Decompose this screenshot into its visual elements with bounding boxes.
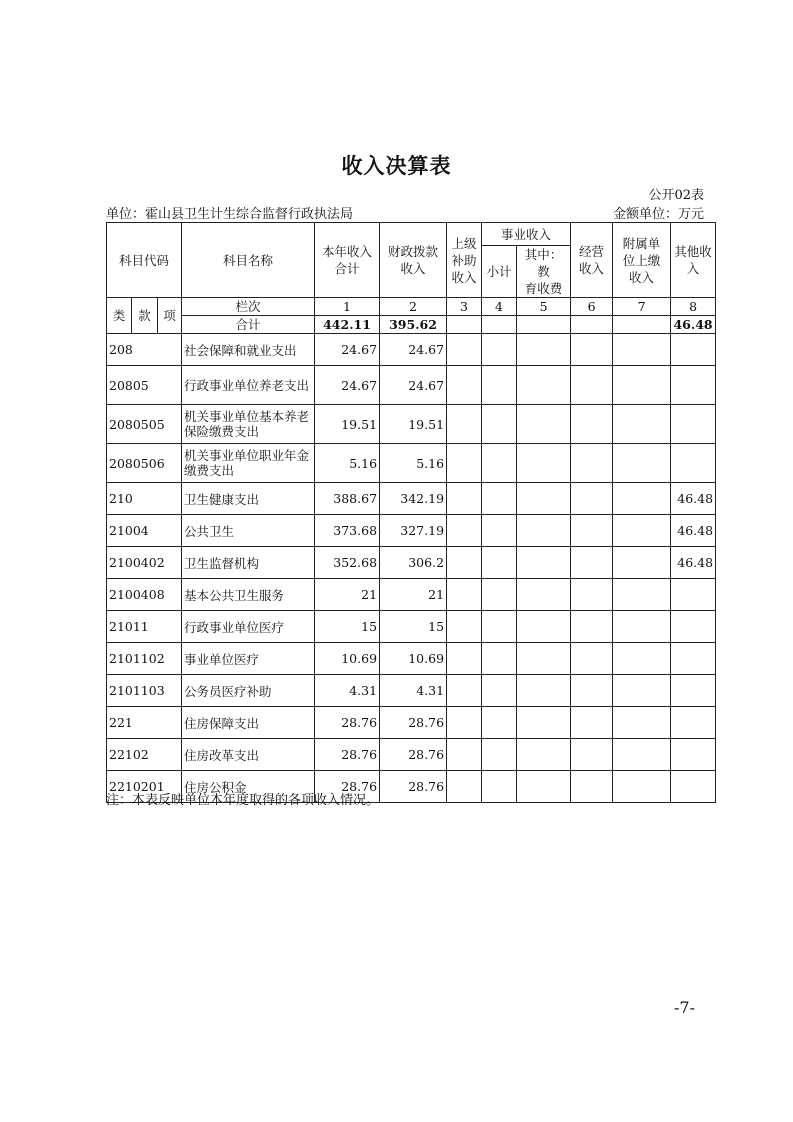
total-income: 388.67 xyxy=(315,483,380,515)
col-number: 4 xyxy=(482,298,517,316)
other-income: 46.48 xyxy=(671,515,716,547)
fiscal-income: 342.19 xyxy=(380,483,447,515)
subject-name: 基本公共卫生服务 xyxy=(182,579,315,611)
subject-name: 卫生监督机构 xyxy=(182,547,315,579)
header-total: 本年收入 合计 xyxy=(315,223,380,298)
table-row xyxy=(107,444,716,483)
subject-name: 社会保障和就业支出 xyxy=(182,334,315,366)
other-income xyxy=(671,707,716,739)
subject-name: 行政事业单位医疗 xyxy=(182,611,315,643)
other-income xyxy=(671,579,716,611)
form-number: 公开02表 xyxy=(648,188,704,203)
other-income xyxy=(671,366,716,405)
header-heji: 合计 xyxy=(182,316,315,334)
col-number: 6 xyxy=(571,298,613,316)
col-number: 2 xyxy=(380,298,447,316)
fiscal-income: 15 xyxy=(380,611,447,643)
subject-code: 2100408 xyxy=(107,579,182,611)
table-row xyxy=(107,405,716,444)
total-income: 21 xyxy=(315,579,380,611)
subject-name: 卫生健康支出 xyxy=(182,483,315,515)
header-subtotal: 小计 xyxy=(482,246,517,298)
table-row xyxy=(107,334,716,366)
fiscal-income: 28.76 xyxy=(380,707,447,739)
total-income: 24.67 xyxy=(315,334,380,366)
header-lei: 类 xyxy=(107,298,132,334)
income-table xyxy=(106,222,716,803)
page-title: 收入决算表 xyxy=(341,153,452,178)
other-income xyxy=(671,643,716,675)
other-income xyxy=(671,611,716,643)
total-income: 28.76 xyxy=(315,771,380,803)
fiscal-income: 24.67 xyxy=(380,334,447,366)
subject-name: 行政事业单位养老支出 xyxy=(182,366,315,405)
fiscal-income: 21 xyxy=(380,579,447,611)
subject-name: 公务员医疗补助 xyxy=(182,675,315,707)
total-income: 10.69 xyxy=(315,643,380,675)
fiscal-income: 5.16 xyxy=(380,444,447,483)
subject-code: 22102 xyxy=(107,739,182,771)
fiscal-income: 24.67 xyxy=(380,366,447,405)
unit-label: 单位：霍山县卫生计生综合监督行政执法局 xyxy=(106,207,354,222)
header-attached: 附属单 位上缴 收入 xyxy=(613,223,671,298)
header-name: 科目名称 xyxy=(182,223,315,298)
table-row xyxy=(107,675,716,707)
fiscal-income: 28.76 xyxy=(380,771,447,803)
header-subsidy: 上级 补助 收入 xyxy=(447,223,482,298)
subject-name: 机关事业单位基本养老保险缴费支出 xyxy=(182,405,315,444)
subject-code: 2101103 xyxy=(107,675,182,707)
subject-code: 21011 xyxy=(107,611,182,643)
total-income: 4.31 xyxy=(315,675,380,707)
table-row xyxy=(107,515,716,547)
other-sum: 46.48 xyxy=(671,316,716,334)
other-income: 46.48 xyxy=(671,547,716,579)
header-other: 其他收 入 xyxy=(671,223,716,298)
header-code: 科目代码 xyxy=(107,223,182,298)
subject-code: 2210201 xyxy=(107,771,182,803)
subject-code: 2101102 xyxy=(107,643,182,675)
table-note: 注：本表反映单位本年度取得的各项收入情况。 xyxy=(106,793,380,808)
subject-code: 2080506 xyxy=(107,444,182,483)
subject-code: 210 xyxy=(107,483,182,515)
total-income: 28.76 xyxy=(315,739,380,771)
subject-code: 208 xyxy=(107,334,182,366)
other-income xyxy=(671,675,716,707)
table-row xyxy=(107,707,716,739)
total-income: 19.51 xyxy=(315,405,380,444)
other-income xyxy=(671,405,716,444)
col-number: 8 xyxy=(671,298,716,316)
col-number: 5 xyxy=(517,298,571,316)
header-fiscal: 财政拨款 收入 xyxy=(380,223,447,298)
fiscal-sum: 395.62 xyxy=(380,316,447,334)
col-number: 3 xyxy=(447,298,482,316)
header-kuan: 款 xyxy=(132,298,158,334)
total-sum: 442.11 xyxy=(315,316,380,334)
table-row xyxy=(107,739,716,771)
table-row xyxy=(107,366,716,405)
col-number: 1 xyxy=(315,298,380,316)
subject-name: 住房保障支出 xyxy=(182,707,315,739)
money-unit-label: 金额单位：万元 xyxy=(612,207,704,222)
subject-code: 221 xyxy=(107,707,182,739)
header-education: 其中：教 育收费 xyxy=(517,246,571,298)
table-row xyxy=(107,611,716,643)
total-income: 24.67 xyxy=(315,366,380,405)
total-income: 5.16 xyxy=(315,444,380,483)
table-row xyxy=(107,643,716,675)
other-income xyxy=(671,771,716,803)
header-career: 事业收入 xyxy=(482,223,571,246)
fiscal-income: 28.76 xyxy=(380,739,447,771)
subject-code: 20805 xyxy=(107,366,182,405)
other-income xyxy=(671,334,716,366)
other-income xyxy=(671,739,716,771)
header-operating: 经营 收入 xyxy=(571,223,613,298)
other-income xyxy=(671,444,716,483)
subject-code: 2100402 xyxy=(107,547,182,579)
fiscal-income: 306.2 xyxy=(380,547,447,579)
subject-code: 21004 xyxy=(107,515,182,547)
table-row xyxy=(107,483,716,515)
table-row xyxy=(107,579,716,611)
header-xiang: 项 xyxy=(158,298,182,334)
total-income: 28.76 xyxy=(315,707,380,739)
subject-name: 住房改革支出 xyxy=(182,739,315,771)
header-lanci: 栏次 xyxy=(182,298,315,316)
subject-name: 事业单位医疗 xyxy=(182,643,315,675)
page-number: -7- xyxy=(674,998,695,1017)
total-income: 15 xyxy=(315,611,380,643)
subject-name: 公共卫生 xyxy=(182,515,315,547)
fiscal-income: 327.19 xyxy=(380,515,447,547)
total-income: 373.68 xyxy=(315,515,380,547)
fiscal-income: 19.51 xyxy=(380,405,447,444)
fiscal-income: 10.69 xyxy=(380,643,447,675)
subject-code: 2080505 xyxy=(107,405,182,444)
table-row xyxy=(107,547,716,579)
subject-name: 住房公积金 xyxy=(182,771,315,803)
subject-name: 机关事业单位职业年金缴费支出 xyxy=(182,444,315,483)
other-income: 46.48 xyxy=(671,483,716,515)
col-number: 7 xyxy=(613,298,671,316)
total-income: 352.68 xyxy=(315,547,380,579)
fiscal-income: 4.31 xyxy=(380,675,447,707)
